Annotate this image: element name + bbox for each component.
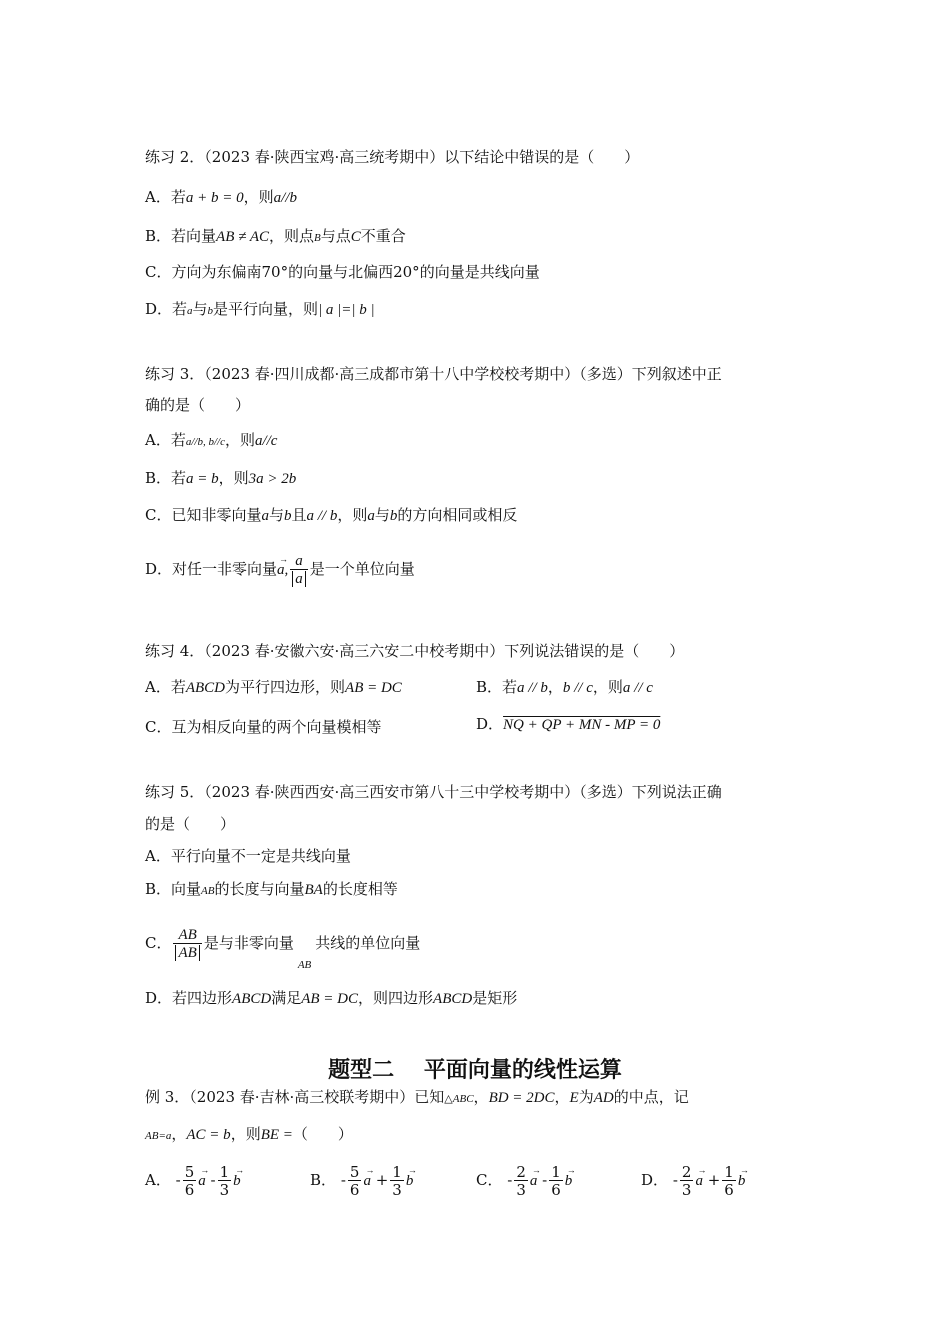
- text: 共线的单位向量: [315, 934, 421, 952]
- denominator: 6: [184, 1180, 195, 1199]
- math: → a,: [277, 548, 288, 592]
- ex2-option-d: [145, 299, 375, 321]
- vector: → a: [198, 1159, 206, 1203]
- text: 满足: [271, 989, 302, 1007]
- text: 与: [268, 506, 284, 524]
- label: A．若: [145, 188, 186, 206]
- section-title: 题型二 平面向量的线性运算: [328, 1058, 622, 1083]
- label: B．若: [476, 678, 518, 696]
- math: AB: [297, 959, 312, 971]
- numerator: a: [295, 552, 303, 569]
- ex3-stem-line1: 练习 3．（2023 春·四川成都·高三成都市第十八中学校校考期中）（多选）下列叙述中正: [145, 365, 722, 383]
- text: 的长度相等: [322, 880, 398, 898]
- label: B．向量: [145, 880, 202, 898]
- text: ，则: [592, 678, 623, 696]
- math: △ABC: [444, 1093, 474, 1105]
- ex3-stem-line2: 确的是（ ）: [145, 396, 251, 414]
- label: D．若: [145, 300, 188, 318]
- numerator: 1: [551, 1162, 561, 1181]
- fraction: [549, 1164, 563, 1199]
- ex5-option-a: A．平行向量不一定是共线向量: [145, 847, 351, 865]
- ex4-option-d: [476, 714, 660, 735]
- math: E: [569, 1090, 579, 1106]
- vector: → b: [738, 1159, 746, 1203]
- denominator: 3: [681, 1180, 692, 1199]
- abs: a: [292, 571, 306, 587]
- text: 的长度与向量: [214, 880, 305, 898]
- ex5-stem-line2: 的是（ ）: [145, 815, 236, 833]
- math: AB = DC: [301, 991, 359, 1007]
- vector: → a: [695, 1159, 703, 1203]
- text: 与: [374, 506, 390, 524]
- math: a // c: [622, 680, 653, 696]
- label: A．若: [145, 431, 186, 449]
- text: 的方向相同或相反: [397, 506, 518, 524]
- denominator: [290, 569, 308, 588]
- text: ，则: [218, 469, 249, 487]
- ex2-stem: 练习 2．（2023 春·陕西宝鸡·高三统考期中）以下结论中错误的是（ ）: [145, 148, 640, 166]
- fraction: [183, 1164, 197, 1199]
- sign: +: [375, 1171, 389, 1189]
- label: D．若四边形: [145, 989, 233, 1007]
- sign: -: [210, 1171, 216, 1189]
- math: b: [284, 508, 292, 524]
- numerator: 1: [392, 1162, 402, 1181]
- fraction: [173, 927, 201, 962]
- text: ，: [171, 1125, 187, 1143]
- math: a: [261, 508, 269, 524]
- text: 的向量是共线向量: [419, 263, 540, 281]
- math: B: [314, 232, 321, 244]
- sign: -: [542, 1171, 548, 1189]
- text: ，则: [224, 431, 255, 449]
- ex3-option-a: [145, 430, 277, 452]
- denominator: 3: [219, 1180, 230, 1199]
- math: AC = b: [186, 1127, 231, 1143]
- vector: → b: [565, 1159, 573, 1203]
- vector: → b: [406, 1159, 414, 1203]
- text: 是与非零向量: [203, 934, 294, 952]
- math: a: [187, 305, 193, 317]
- text: ，则点: [269, 227, 315, 245]
- denominator: 6: [551, 1180, 561, 1199]
- ex3-option-c: [145, 505, 517, 526]
- label: C．: [476, 1171, 503, 1189]
- math: a//c: [254, 433, 278, 449]
- math: ABCD: [433, 991, 473, 1007]
- label: A．若: [145, 678, 186, 696]
- numerator: 2: [516, 1162, 526, 1181]
- example3-option-b: [310, 1158, 413, 1203]
- sign: -: [175, 1171, 181, 1189]
- math: AB ≠ AC: [216, 229, 269, 245]
- math: b // c: [562, 680, 593, 696]
- text: ，则: [243, 188, 274, 206]
- fraction: [680, 1164, 694, 1199]
- text: 与点: [320, 227, 351, 245]
- math: a + b = 0: [185, 190, 244, 206]
- math: 70°: [261, 263, 289, 281]
- ex3-option-d: [145, 547, 415, 592]
- math: BD = 2DC: [488, 1090, 555, 1106]
- example3-option-a: [145, 1158, 241, 1203]
- example3-stem-line1: [145, 1087, 689, 1109]
- text: ，: [547, 678, 563, 696]
- ex4-option-a: [145, 677, 402, 698]
- label: B．若向量: [145, 227, 217, 245]
- text: 是平行向量，则: [213, 300, 319, 318]
- vector: → b: [233, 1159, 241, 1203]
- label: C．已知非零向量: [145, 506, 262, 524]
- math: a//b: [273, 190, 297, 206]
- math: a // b: [517, 680, 548, 696]
- label: C．: [145, 934, 172, 952]
- fraction: [722, 1164, 736, 1199]
- vector: → a: [363, 1159, 371, 1203]
- label: D．: [476, 715, 504, 733]
- text: 是矩形: [472, 989, 518, 1007]
- math: | a |=| b |: [318, 302, 375, 318]
- text: 为: [578, 1088, 594, 1106]
- ex5-option-b: [145, 879, 398, 901]
- text: 为平行四边形，则: [225, 678, 346, 696]
- text: ，则四边形: [358, 989, 434, 1007]
- text: 的中点，记: [613, 1088, 689, 1106]
- ex2-option-a: [145, 187, 297, 208]
- numerator: 1: [724, 1162, 734, 1181]
- fraction: [218, 1164, 232, 1199]
- math: a = b: [186, 471, 219, 487]
- math: C: [350, 229, 361, 245]
- denominator: 6: [724, 1180, 734, 1199]
- ex5-option-d: [145, 988, 517, 1009]
- math: NQ + QP + MN - MP = 0: [503, 717, 661, 733]
- example3-option-d: [641, 1158, 745, 1203]
- text: ，: [473, 1088, 489, 1106]
- math: a // b: [306, 508, 338, 524]
- ex3-option-b: [145, 468, 296, 489]
- fraction: [514, 1164, 528, 1199]
- sign: -: [507, 1171, 513, 1189]
- ex4-stem: 练习 4．（2023 春·安徽六安·高三六安二中校考期中）下列说法错误的是（ ）: [145, 642, 685, 660]
- abs: AB: [175, 945, 199, 961]
- math: a: [367, 508, 375, 524]
- text: ，则: [337, 506, 368, 524]
- math: BA: [304, 882, 323, 898]
- label: A．: [145, 1171, 171, 1189]
- math: 20°: [393, 263, 420, 281]
- fraction: [348, 1164, 362, 1199]
- ex5-option-c: [145, 918, 420, 970]
- ex5-stem-line1: 练习 5．（2023 春·陕西西安·高三西安市第八十三中学校考期中）（多选）下列说法正确: [145, 783, 722, 801]
- fraction: [390, 1164, 404, 1199]
- denominator: 3: [516, 1180, 526, 1199]
- math: ABCD: [185, 680, 226, 696]
- math: AB: [201, 885, 215, 897]
- sign: -: [672, 1171, 678, 1189]
- math: b: [389, 508, 398, 524]
- text: （ ）: [292, 1125, 353, 1143]
- numerator: AB: [178, 926, 197, 943]
- text: 不重合: [360, 227, 406, 245]
- label: D．对任一非零向量: [145, 560, 278, 578]
- ex2-option-b: [145, 226, 406, 248]
- math: 3a > 2b: [248, 471, 297, 487]
- label: C．方向为东偏南: [145, 263, 262, 281]
- numerator: 5: [349, 1162, 360, 1181]
- text: 的向量与北偏西: [288, 263, 394, 281]
- label: D．: [641, 1171, 669, 1189]
- sign: -: [340, 1171, 346, 1189]
- denominator: 6: [349, 1180, 360, 1199]
- ex4-option-c: C．互为相反向量的两个向量模相等: [145, 718, 382, 736]
- ex4-option-b: [476, 677, 653, 698]
- text: 是一个单位向量: [309, 560, 415, 578]
- math: AD: [593, 1090, 614, 1106]
- numerator: 5: [184, 1162, 195, 1181]
- sign: +: [707, 1171, 721, 1189]
- text: ，则: [230, 1125, 261, 1143]
- math: BE =: [260, 1127, 293, 1143]
- label: B．: [310, 1171, 337, 1189]
- fraction: [290, 553, 308, 588]
- text: 例 3．（2023 春·吉林·高三校联考期中）已知: [145, 1088, 445, 1106]
- vector: → a: [530, 1159, 538, 1203]
- example3-option-c: [476, 1158, 572, 1203]
- math: AB=a: [145, 1130, 172, 1142]
- math: b: [207, 305, 214, 317]
- ex2-option-c: [145, 262, 540, 282]
- math: ABCD: [232, 991, 272, 1007]
- numerator: 1: [219, 1162, 230, 1181]
- numerator: 2: [681, 1162, 692, 1181]
- text: 且: [291, 506, 307, 524]
- label: B．若: [145, 469, 187, 487]
- math: AB = DC: [345, 680, 402, 696]
- math: a//b, b//c: [185, 436, 225, 448]
- example3-stem-line2: [145, 1124, 353, 1146]
- denominator: [173, 943, 201, 962]
- text: ，: [554, 1088, 570, 1106]
- denominator: 3: [392, 1180, 402, 1199]
- text: 与: [192, 300, 208, 318]
